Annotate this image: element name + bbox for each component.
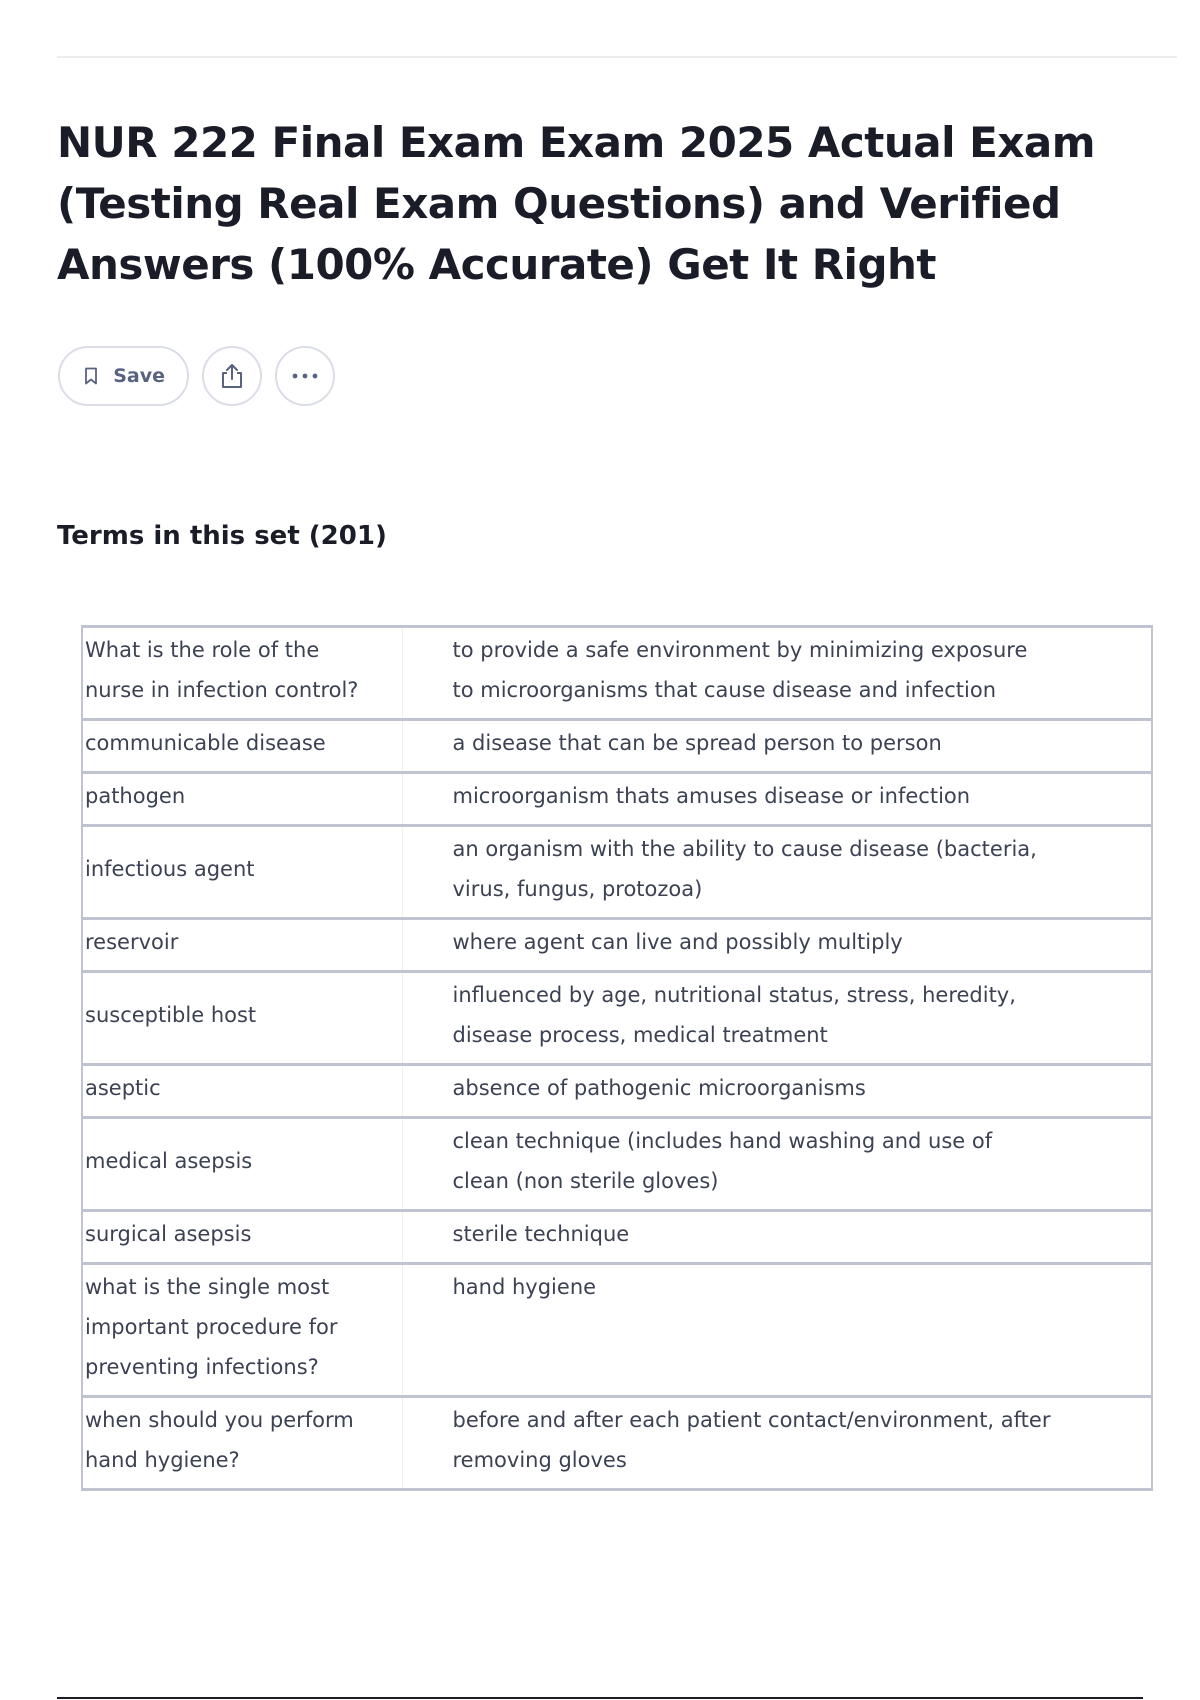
table-row — [82, 1065, 1152, 1118]
term-cell: what is the single most important procedure for preventing infections? — [82, 1264, 402, 1397]
terms-table — [81, 625, 1153, 1491]
page-title: NUR 222 Final Exam Exam 2025 Actual Exam (Testing Real Exam Questions) and Verified Answers (100% Accurate) Get It Right — [57, 118, 1096, 289]
share-button[interactable] — [202, 346, 262, 406]
term-cell: reservoir — [82, 919, 402, 972]
term-cell: What is the role of the nurse in infection control? — [82, 627, 402, 720]
definition-cell: influenced by age, nutritional status, stress, heredity, disease process, medical treatment — [402, 972, 1152, 1065]
term-cell: when should you perform hand hygiene? — [82, 1397, 402, 1490]
term-cell: communicable disease — [82, 720, 402, 773]
table-row — [82, 1118, 1152, 1211]
table-row — [82, 720, 1152, 773]
table-row — [82, 919, 1152, 972]
table-row — [82, 1397, 1152, 1490]
definition-cell: absence of pathogenic microorganisms — [402, 1065, 1152, 1118]
share-icon — [219, 362, 245, 390]
terms-heading: Terms in this set (201) — [57, 521, 387, 551]
definition-cell: a disease that can be spread person to person — [402, 720, 1152, 773]
table-row — [82, 1264, 1152, 1397]
definition-cell: sterile technique — [402, 1211, 1152, 1264]
table-row — [82, 773, 1152, 826]
term-cell: aseptic — [82, 1065, 402, 1118]
definition-cell: hand hygiene — [402, 1264, 1152, 1397]
table-row — [82, 972, 1152, 1065]
definition-cell: to provide a safe environment by minimizing exposure to microorganisms that cause disease and infection — [402, 627, 1152, 720]
bookmark-icon — [84, 367, 98, 385]
top-divider — [57, 56, 1177, 58]
definition-cell: where agent can live and possibly multiply — [402, 919, 1152, 972]
more-horizontal-icon — [291, 372, 319, 380]
save-button-label: Save — [113, 365, 165, 387]
definition-cell: an organism with the ability to cause disease (bacteria, virus, fungus, protozoa) — [402, 826, 1152, 919]
more-options-button[interactable] — [275, 346, 335, 406]
term-cell: surgical asepsis — [82, 1211, 402, 1264]
term-cell: susceptible host — [82, 972, 402, 1065]
action-bar — [58, 346, 335, 406]
term-cell: pathogen — [82, 773, 402, 826]
definition-cell: clean technique (includes hand washing and use of clean (non sterile gloves) — [402, 1118, 1152, 1211]
table-row — [82, 1211, 1152, 1264]
bottom-divider — [57, 1697, 1143, 1699]
save-button[interactable] — [58, 346, 189, 406]
definition-cell: before and after each patient contact/environment, after removing gloves — [402, 1397, 1152, 1490]
table-row — [82, 627, 1152, 720]
definition-cell: microorganism thats amuses disease or infection — [402, 773, 1152, 826]
table-row — [82, 826, 1152, 919]
term-cell: medical asepsis — [82, 1118, 402, 1211]
term-cell: infectious agent — [82, 826, 402, 919]
